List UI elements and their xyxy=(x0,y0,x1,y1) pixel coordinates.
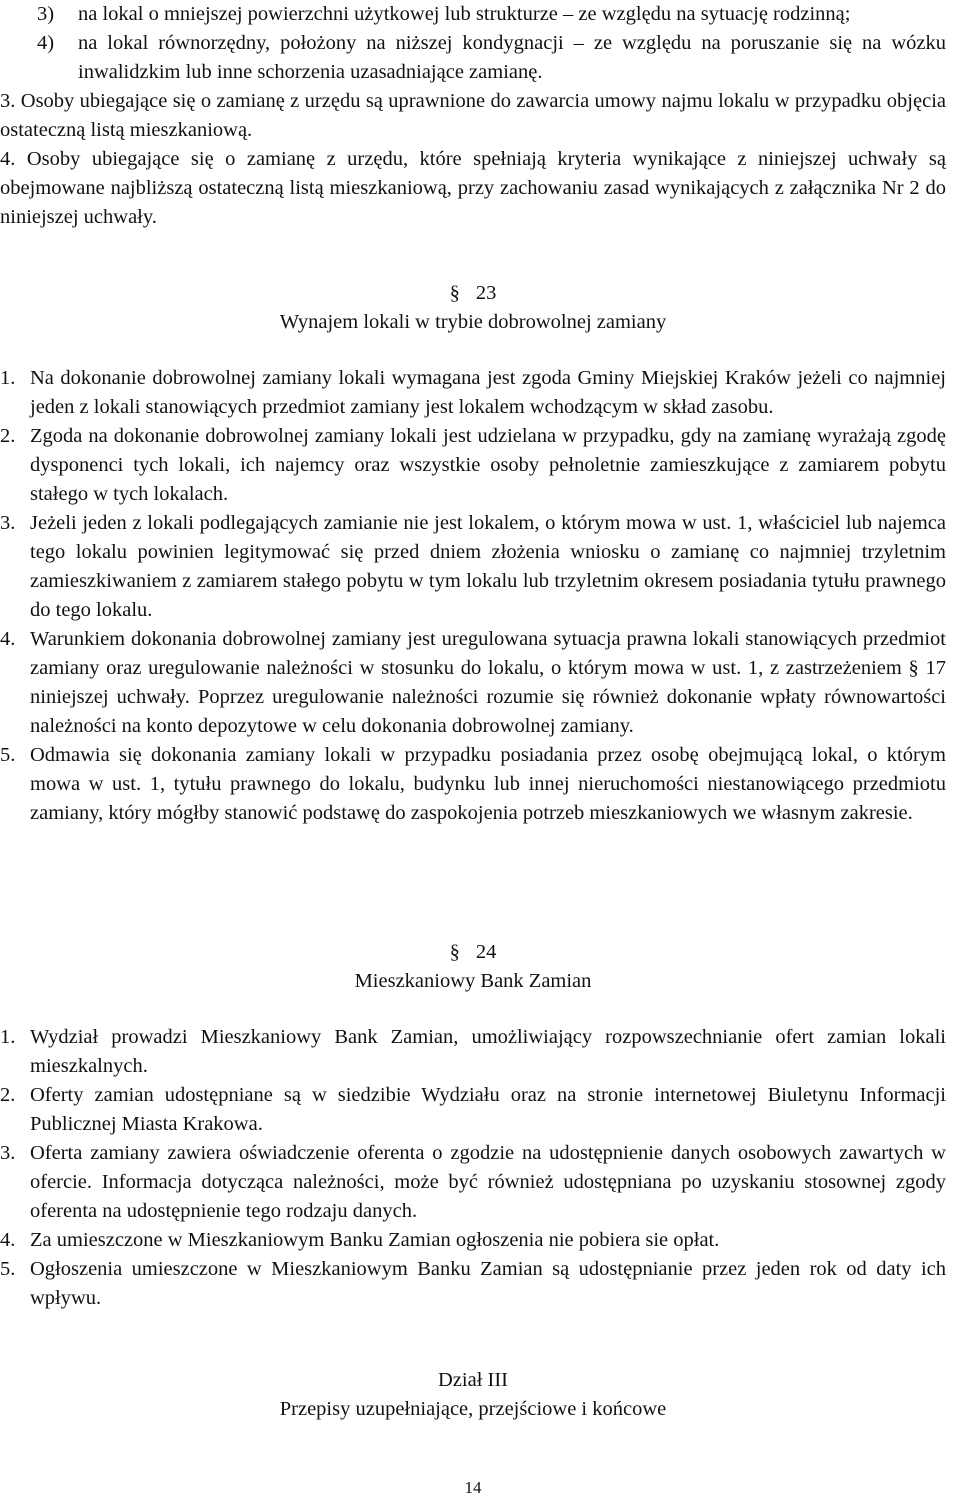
list-item xyxy=(0,1081,946,1139)
list-item-number: 3. xyxy=(0,1142,16,1164)
list-item xyxy=(0,509,946,625)
list-item-number: 5. xyxy=(0,744,16,766)
list-item-number: 4. xyxy=(0,628,16,650)
list-item-text: Oferta zamiany zawiera oświadczenie oferenta o zgodzie na udostępnienie danych osobowych zawartych w ofercie. Informacja dotycząca należności, może być również udostępniana po uzyskaniu stosownej zgody oferenta na udostępnienie tego rodzaju danych. xyxy=(30,1142,946,1222)
section-title: Mieszkaniowy Bank Zamian xyxy=(354,970,592,992)
section-mark: § xyxy=(449,282,460,304)
top-block xyxy=(0,0,946,232)
list-item-text: Warunkiem dokonania dobrowolnej zamiany jest uregulowana sytuacja prawna lokali stanowiących przedmiot zamiany oraz uregulowanie należności w stosunku do lokalu, o którym mowa w ust. 1, z zastrzeżeniem § 17 niniejszej uchwały. Poprzez uregulowanie należności rozumie się również dokonanie wpłaty równowartości należności na konto depozytowe w celu dokonania dobrowolnej zamiany. xyxy=(30,628,946,737)
list-item-number: 5. xyxy=(0,1258,16,1280)
list-item-number: 3) xyxy=(37,3,55,25)
section-title: Wynajem lokali w trybie dobrowolnej zamiany xyxy=(279,311,667,333)
list-item xyxy=(0,1255,946,1313)
paragraph-text: 3. Osoby ubiegające się o zamianę z urzędu są uprawnione do zawarcia umowy najmu lokalu w przypadku objęcia ostateczną listą mieszkaniową. xyxy=(0,90,946,141)
list-item-text: Jeżeli jeden z lokali podlegających zamianie nie jest lokalem, o którym mowa w ust. 1, właściciel lub najemca tego lokalu powinien legitymować się przed dniem złożenia wniosku o zamianę co najmniej trzyletnim zamieszkiwaniem z zamiarem stałego pobytu w tym lokalu lub trzyletnim okresem posiadania tytułu prawnego do tego lokalu. xyxy=(30,512,946,621)
list-item-text: Odmawia się dokonania zamiany lokali w przypadku posiadania przez osobę obejmującą lokal, o którym mowa w ust. 1, tytułu prawnego do lokalu, budynku lub innej nieruchomości niestanowiącego przedmiotu zamiany, który mógłby stanowić podstawę do zaspokojenia potrzeb mieszkaniowych we własnym zakresie. xyxy=(30,744,946,824)
list-item xyxy=(0,364,946,422)
section-23-heading xyxy=(0,279,946,337)
list-item-number: 4. xyxy=(0,1229,16,1251)
list-item-text: Oferty zamian udostępniane są w siedzibie Wydziału oraz na stronie internetowej Biuletynu Informacji Publicznej Miasta Krakowa. xyxy=(30,1084,946,1135)
list-item-text: Na dokonanie dobrowolnej zamiany lokali wymagana jest zgoda Gminy Miejskiej Kraków jeżeli co najmniej jeden z lokali stanowiących przedmiot zamiany jest lokalem wchodzącym w skład zasobu. xyxy=(30,367,946,418)
section-mark: § xyxy=(449,941,460,963)
paragraph-text: 4. Osoby ubiegające się o zamianę z urzędu, które spełniają kryteria wynikające z niniejszej uchwały są obejmowane najbliższą ostateczną listą mieszkaniową, przy zachowaniu zasad wynikających z załącznika Nr 2 do niniejszej uchwały. xyxy=(0,148,946,228)
list-item xyxy=(0,1226,946,1255)
division-label: Dział III xyxy=(438,1369,508,1391)
list-item xyxy=(0,422,946,509)
list-item-text: Za umieszczone w Mieszkaniowym Banku Zamian ogłoszenia nie pobiera sie opłat. xyxy=(30,1229,720,1251)
division-heading xyxy=(0,1366,946,1424)
list-item-text: Wydział prowadzi Mieszkaniowy Bank Zamian, umożliwiający rozpowszechnianie ofert zamian lokali mieszkalnych. xyxy=(30,1026,946,1077)
list-item xyxy=(0,1023,946,1081)
list-item-text: Zgoda na dokonanie dobrowolnej zamiany lokali jest udzielana w przypadku, gdy na zamianę wyrażają zgodę dysponenci tych lokali, ich najemcy oraz wszystkie osoby pełnoletnie zamieszkujące z zamiarem pobytu stałego w tych lokalach. xyxy=(30,425,946,505)
list-item xyxy=(0,741,946,828)
page-number: 14 xyxy=(464,1478,482,1497)
list-item-text: na lokal równorzędny, położony na niższej kondygnacji – ze względu na poruszanie się na wózku inwalidzkim lub inne schorzenia uzasadniające zamianę. xyxy=(78,32,946,83)
section-number-value: 24 xyxy=(475,941,497,963)
list-item-number: 4) xyxy=(37,32,55,54)
list-item xyxy=(0,29,946,87)
section-number xyxy=(0,279,946,308)
list-item xyxy=(0,1139,946,1226)
list-item-number: 3. xyxy=(0,512,16,534)
section-24-heading xyxy=(0,938,946,996)
list-item xyxy=(0,625,946,741)
list-item-number: 2. xyxy=(0,1084,16,1106)
paragraph-4 xyxy=(0,145,946,232)
paragraph-3 xyxy=(0,87,946,145)
list-item-text: na lokal o mniejszej powierzchni użytkowej lub strukturze – ze względu na sytuację rodzinną; xyxy=(78,3,851,25)
list-item-text: Ogłoszenia umieszczone w Mieszkaniowym Banku Zamian są udostępnianie przez jeden rok od daty ich wpływu. xyxy=(30,1258,946,1309)
list-item-number: 2. xyxy=(0,425,16,447)
section-number-value: 23 xyxy=(475,282,497,304)
section-23-body xyxy=(0,364,946,828)
list-item-number: 1. xyxy=(0,367,16,389)
division-title: Przepisy uzupełniające, przejściowe i końcowe xyxy=(279,1398,667,1420)
list-item xyxy=(0,0,946,29)
section-number xyxy=(0,938,946,967)
list-item-number: 1. xyxy=(0,1026,16,1048)
section-24-body xyxy=(0,1023,946,1313)
